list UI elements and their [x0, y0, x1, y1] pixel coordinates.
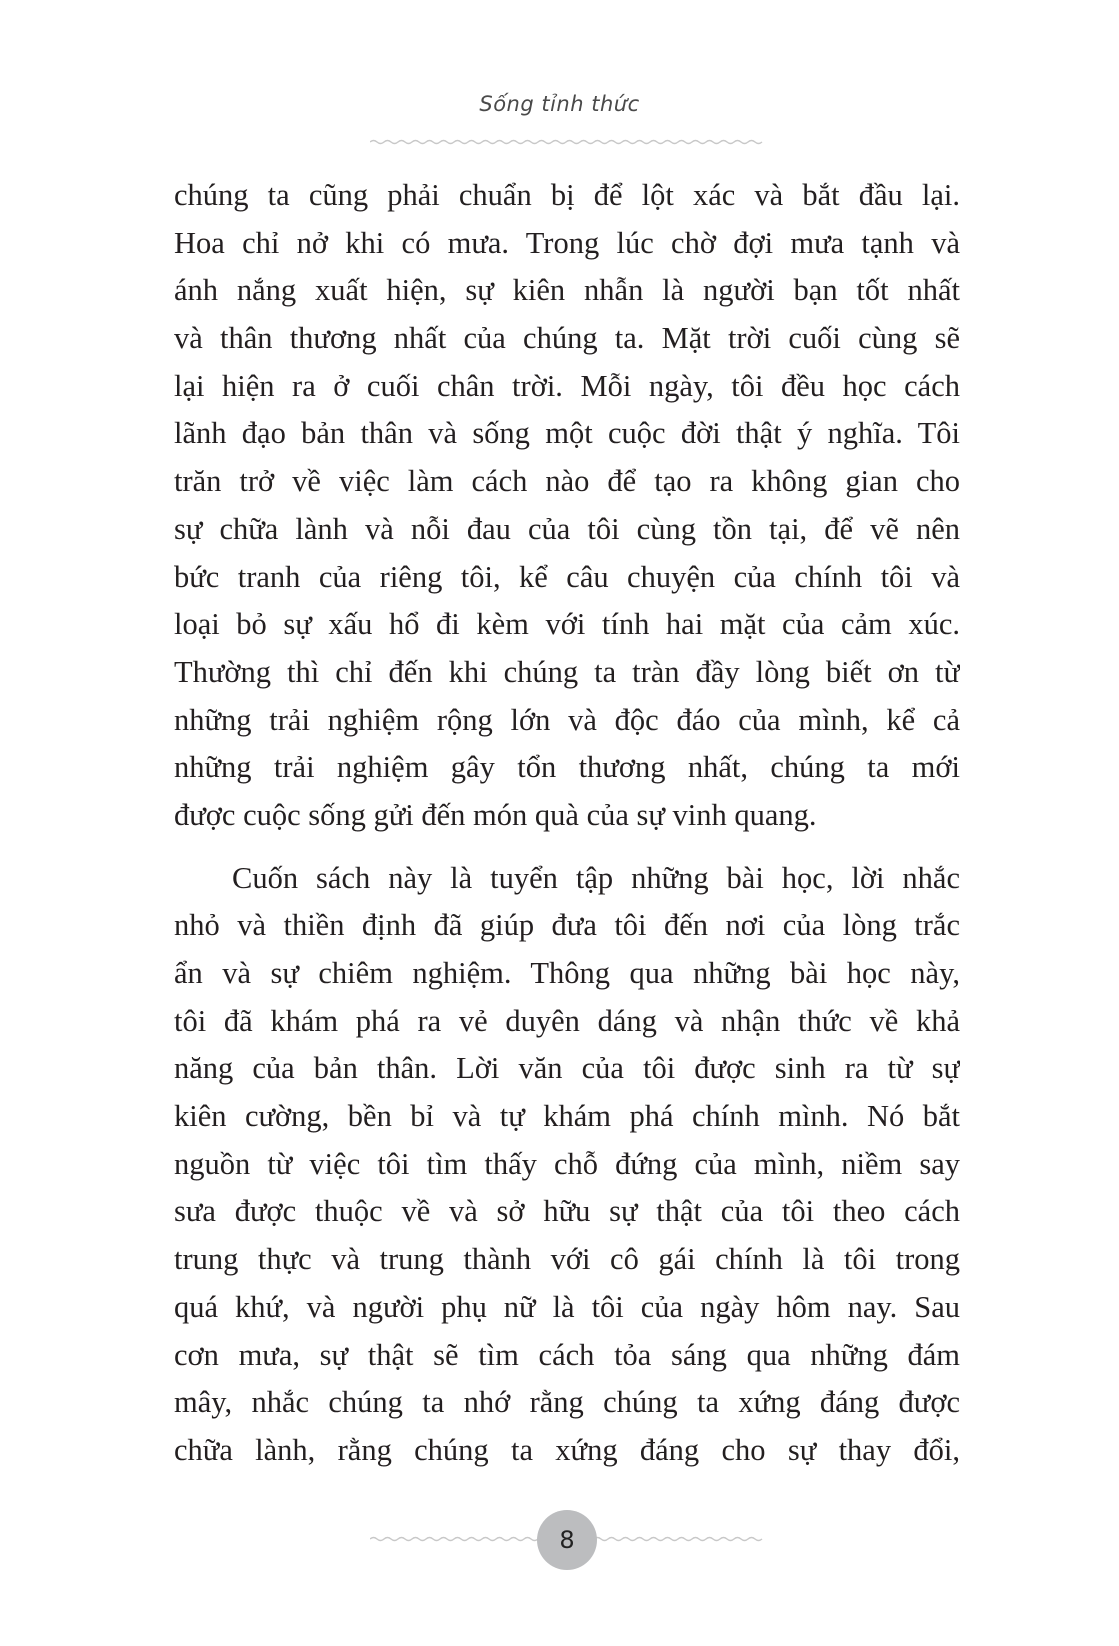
text-line: tôi đã khám phá ra vẻ duyên dáng và nhận thức về khả	[174, 1003, 960, 1038]
text-line: sự chữa lành và nỗi đau của tôi cùng tồn tại, để vẽ nên	[174, 511, 960, 546]
text-line: nhỏ và thiền định đã giúp đưa tôi đến nơi của lòng trắc	[174, 908, 960, 943]
text-line: Thường thì chỉ đến khi chúng ta tràn đầy lòng biết ơn từ	[174, 654, 960, 689]
header-wavy-divider	[370, 137, 765, 147]
text-line: lại hiện ra ở cuối chân trời. Mỗi ngày, tôi đều học cách	[174, 368, 960, 403]
text-line: năng của bản thân. Lời văn của tôi được sinh ra từ sự	[174, 1051, 960, 1086]
text-line: nguồn từ việc tôi tìm thấy chỗ đứng của mình, niềm say	[174, 1146, 960, 1181]
text-line: loại bỏ sự xấu hổ đi kèm với tính hai mặt của cảm xúc.	[174, 607, 960, 642]
paragraph-1	[174, 172, 960, 840]
paragraph-2	[174, 855, 960, 1475]
text-line: sưa được thuộc về và sở hữu sự thật của tôi theo cách	[174, 1194, 960, 1229]
text-line: và thân thương nhất của chúng ta. Mặt trời cuối cùng sẽ	[174, 321, 960, 356]
text-line: chúng ta cũng phải chuẩn bị để lột xác và bắt đầu lại.	[174, 178, 960, 212]
text-line: ánh nắng xuất hiện, sự kiên nhẫn là người bạn tốt nhất	[174, 273, 960, 308]
text-line: lãnh đạo bản thân và sống một cuộc đời thật ý nghĩa. Tôi	[174, 416, 960, 451]
text-line: mây, nhắc chúng ta nhớ rằng chúng ta xứng đáng được	[174, 1385, 960, 1420]
text-line: được cuộc sống gửi đến món quà của sự vinh quang.	[174, 797, 817, 832]
text-line: Hoa chỉ nở khi có mưa. Trong lúc chờ đợi mưa tạnh và	[174, 225, 960, 260]
text-line: bức tranh của riêng tôi, kể câu chuyện của chính tôi và	[174, 559, 960, 594]
text-line: trung thực và trung thành với cô gái chính là tôi trong	[174, 1242, 960, 1277]
text-line: những trải nghiệm gây tổn thương nhất, chúng ta mới	[174, 750, 960, 785]
page-number-badge: 8	[537, 1510, 597, 1570]
text-line: Cuốn sách này là tuyển tập những bài học, lời nhắc	[232, 860, 960, 895]
text-line: những trải nghiệm rộng lớn và độc đáo của mình, kể cả	[174, 702, 960, 737]
running-header-title: Sống tỉnh thức	[479, 92, 640, 116]
text-line: ẩn và sự chiêm nghiệm. Thông qua những bài học này,	[174, 956, 960, 990]
body-text	[174, 172, 960, 1475]
text-line: kiên cường, bền bỉ và tự khám phá chính mình. Nó bắt	[174, 1099, 960, 1134]
text-line: trăn trở về việc làm cách nào để tạo ra không gian cho	[174, 464, 960, 499]
text-line: chữa lành, rằng chúng ta xứng đáng cho sự thay đổi,	[174, 1432, 960, 1467]
text-line: cơn mưa, sự thật sẽ tìm cách tỏa sáng qua những đám	[174, 1337, 960, 1372]
text-line: quá khứ, và người phụ nữ là tôi của ngày hôm nay. Sau	[174, 1289, 960, 1324]
